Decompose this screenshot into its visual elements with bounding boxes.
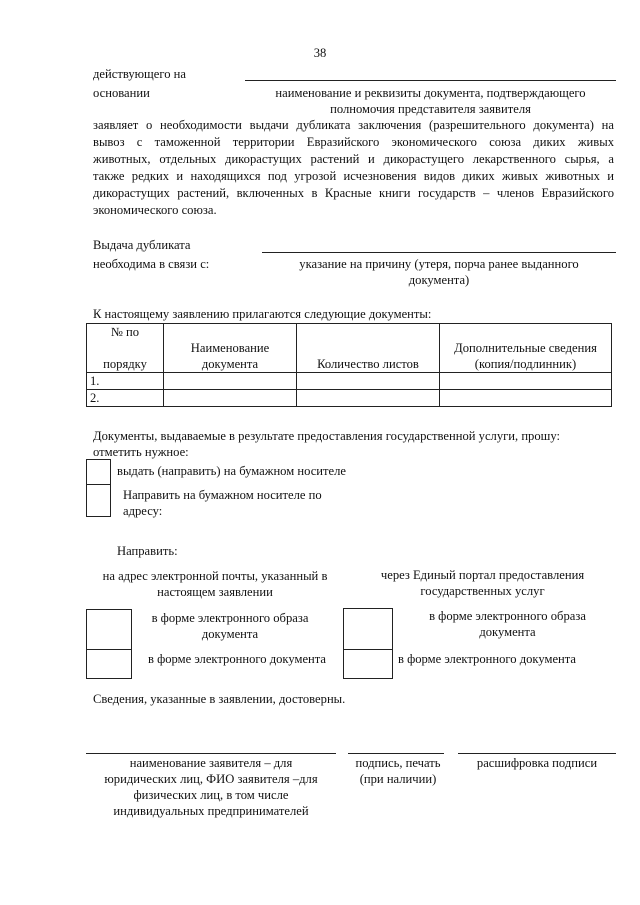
portal-image-checkbox[interactable]: [343, 608, 393, 650]
statement-last-line: экономического союза.: [93, 203, 217, 217]
statement-line: также редких и находящихся под угрозой исчезновения видов диких живых животных и: [93, 169, 614, 183]
portal-doc-label: в форме электронного документа: [398, 652, 577, 666]
statement-line: животных, отдельных дикорастущих растений и дикорастущего лекарственного сырья, а: [93, 152, 614, 166]
basis-caption-line1: наименование и реквизиты документа, подтверждающего: [275, 86, 586, 100]
confirmation-text: Сведения, указанные в заявлении, достоверны.: [93, 692, 346, 706]
option-address-line2: адресу:: [123, 504, 163, 518]
reason-caption-line2: документа): [408, 273, 470, 287]
reason-label-line1: Выдача дубликата: [93, 238, 191, 252]
reason-caption-line1: указание на причину (утеря, порча ранее выданного: [299, 257, 579, 271]
table-row: [87, 373, 612, 390]
header-num: [87, 324, 164, 373]
header-extra: [440, 324, 612, 373]
decode-line[interactable]: [458, 753, 616, 754]
send-label: Направить:: [117, 544, 178, 558]
email-image-line2: документа: [201, 627, 259, 641]
delivery-intro-line1: Документы, выдаваемые в результате предоставления государственной услуги, прошу:: [93, 429, 560, 443]
email-doc-checkbox[interactable]: [86, 649, 132, 679]
portal-image-line1: в форме электронного образа: [429, 609, 586, 623]
statement-paragraph: [93, 117, 614, 219]
reason-label-line2: необходима в связи с:: [93, 257, 210, 271]
email-heading-line2: настоящем заявлении: [157, 585, 273, 599]
address-checkbox[interactable]: [86, 484, 111, 517]
portal-image-line2: документа: [479, 625, 536, 639]
page-number: 38: [313, 46, 327, 60]
applicant-caption-line4: индивидуальных предпринимателей: [113, 804, 309, 818]
sign-caption-line2: (при наличии): [359, 772, 437, 786]
row-extra-cell[interactable]: [440, 390, 612, 407]
header-sheets-label: Количество листов: [317, 357, 419, 371]
sign-caption-line1: подпись, печать: [355, 756, 441, 770]
table-header-row: [87, 324, 612, 373]
row-extra-cell[interactable]: [440, 373, 612, 390]
header-num-line1: № по: [110, 325, 140, 339]
portal-heading-line1: через Единый портал предоставления: [380, 568, 585, 582]
basis-label-line2: основании: [93, 86, 150, 100]
header-extra-line2: (копия/подлинник): [474, 357, 577, 371]
sign-line[interactable]: [348, 753, 444, 754]
statement-line: вывоз с таможенной территории Евразийского экономического союза диких живых: [93, 135, 614, 149]
statement-line: дикорастущих растений, включенных в Красные книги государств – членов Евразийского: [93, 186, 614, 200]
applicant-signature-line[interactable]: [86, 753, 336, 754]
row-sheets-cell[interactable]: [297, 390, 440, 407]
decode-caption: расшифровка подписи: [476, 756, 598, 770]
row-name-cell[interactable]: [164, 373, 297, 390]
portal-heading-line2: государственных услуг: [420, 584, 545, 598]
header-extra-line1: Дополнительные сведения: [454, 341, 597, 355]
row-num: 1.: [87, 373, 164, 390]
header-sheets: [297, 324, 440, 373]
applicant-caption-line2: юридических лиц, ФИО заявителя –для: [104, 772, 318, 786]
statement-line: заявляет о необходимости выдачи дубликата заключения (разрешительного документа) на: [93, 118, 614, 132]
applicant-caption-line3: физических лиц, в том числе: [133, 788, 289, 802]
table-row: [87, 390, 612, 407]
basis-blank-line[interactable]: [245, 80, 616, 81]
option-address-line1: Направить на бумажном носителе по: [123, 488, 322, 502]
option-paper-label: выдать (направить) на бумажном носителе: [117, 464, 347, 478]
email-image-checkbox[interactable]: [86, 609, 132, 650]
email-doc-label: в форме электронного документа: [148, 652, 327, 666]
row-name-cell[interactable]: [164, 390, 297, 407]
delivery-intro-line2: отметить нужное:: [93, 445, 189, 459]
portal-doc-checkbox[interactable]: [343, 649, 393, 679]
row-num: 2.: [87, 390, 164, 407]
email-heading-line1: на адрес электронной почты, указанный в: [102, 569, 328, 583]
paper-checkbox[interactable]: [86, 459, 111, 485]
applicant-caption-line1: наименование заявителя – для: [129, 756, 293, 770]
header-name-line1: Наименование: [190, 341, 270, 355]
basis-label-line1: действующего на: [93, 67, 186, 81]
attachments-table: [86, 323, 612, 407]
header-name: [164, 324, 297, 373]
row-sheets-cell[interactable]: [297, 373, 440, 390]
attachments-intro: К настоящему заявлению прилагаются следующие документы:: [93, 307, 432, 321]
email-image-line1: в форме электронного образа: [151, 611, 309, 625]
header-name-line2: документа: [201, 357, 259, 371]
reason-blank-line[interactable]: [262, 252, 616, 253]
header-num-line2: порядку: [103, 357, 147, 371]
basis-caption-line2: полномочия представителя заявителя: [330, 102, 531, 116]
